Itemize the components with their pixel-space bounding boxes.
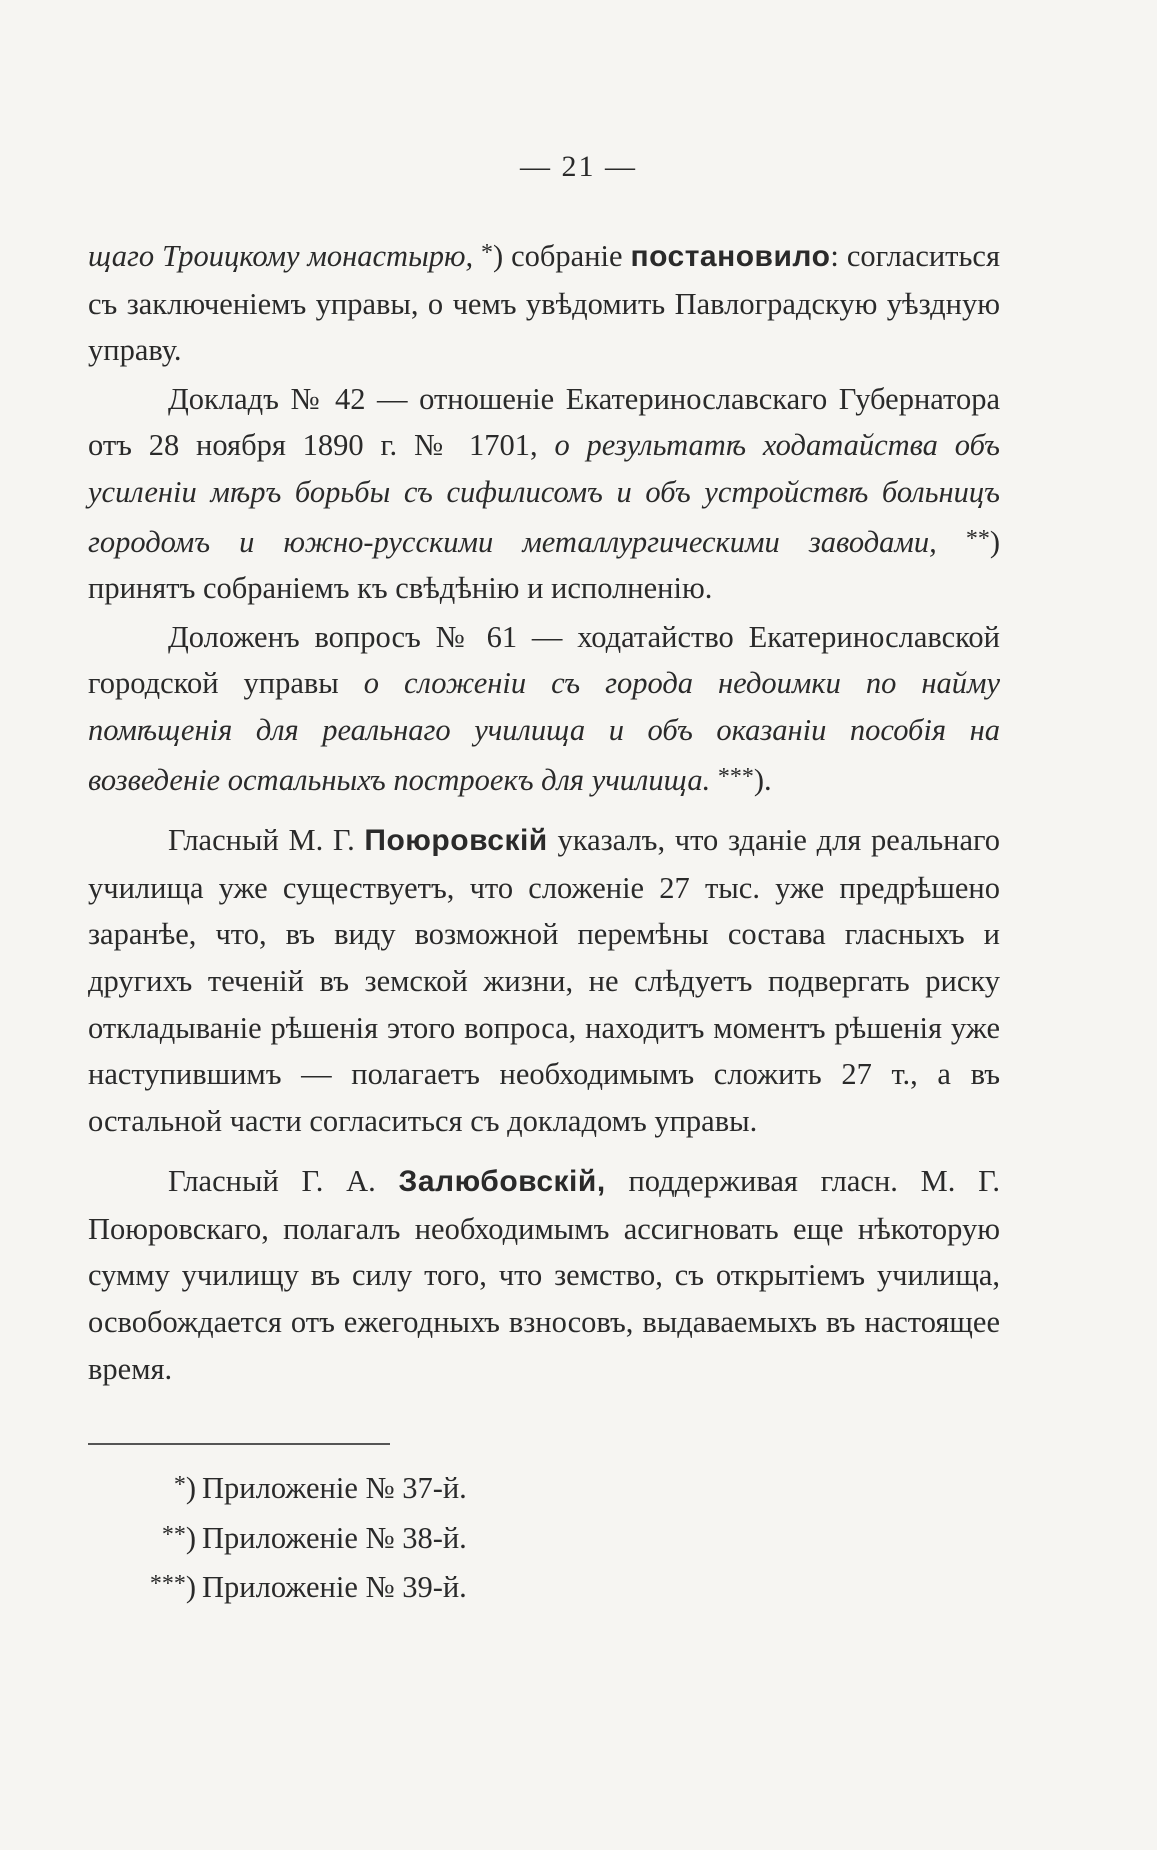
text-run: указалъ, что зданіе для реальнаго училища уже существуетъ, что сложеніе 27 тыс. уже предрѣшено заранѣе, что, въ виду возможной перемѣны состава гласныхъ и другихъ теченій въ земской жизни, не слѣдуетъ подвергать риску откладываніе рѣшенія этого вопроса, находитъ моментъ рѣшенія уже наступившимъ — полагаетъ необходимымъ сложить 27 т., а въ остальной части согласиться съ докладомъ управы. bbox=[88, 823, 1000, 1138]
text-run: ) собраніе bbox=[493, 239, 631, 273]
footnote-paren: ) bbox=[185, 1520, 196, 1555]
footnote-paren: ) bbox=[185, 1471, 196, 1505]
footnote-ref: *** bbox=[717, 763, 754, 790]
footnotes bbox=[88, 1462, 688, 1611]
speaker-name: Поюровскій bbox=[364, 824, 548, 858]
paragraph-question-61 bbox=[88, 614, 1000, 803]
footnote-text: Приложеніе № 37-й. bbox=[202, 1471, 467, 1505]
footnote-text: Приложеніе № 39-й. bbox=[202, 1570, 467, 1604]
page-number: — 21 — bbox=[520, 150, 637, 183]
footnote-stars: * bbox=[173, 1472, 186, 1498]
text-run: : согласиться съ заключеніемъ управы, о чемъ увѣдомить Павлоградскую уѣздную управу. bbox=[88, 239, 1000, 368]
footnote-mark bbox=[88, 1512, 202, 1562]
footnote bbox=[88, 1512, 688, 1562]
footnote-mark bbox=[88, 1561, 202, 1611]
text-run: Докладъ № 42 — отношеніе Екатеринославскаго Губернатора отъ 28 ноября 1890 г. № 1701, bbox=[88, 381, 1000, 463]
footnote-paren: ) bbox=[185, 1570, 196, 1604]
speaker-name: Залюбовскій, bbox=[398, 1165, 606, 1199]
text-run: Гласный Г. А. bbox=[168, 1164, 399, 1199]
document-body bbox=[88, 230, 1000, 1392]
footnote-ref: * bbox=[481, 240, 494, 266]
footnote-stars: *** bbox=[149, 1571, 186, 1597]
text-run: Доложенъ вопросъ № 61 — ходатайство Екатеринославской городской управы bbox=[88, 619, 1000, 701]
paragraph-zalyubovsky bbox=[88, 1158, 1000, 1392]
paragraph-poyurovsky bbox=[88, 817, 1000, 1144]
footnote bbox=[88, 1561, 688, 1611]
italic-text: о результатѣ ходатайства объ усиленіи мѣръ борьбы съ сифилисомъ и объ устройствѣ больницъ городомъ и южно-русскими металлургическими заводами, bbox=[88, 428, 1000, 559]
footnote-mark bbox=[88, 1462, 202, 1512]
italic-text: щаго Троицкому монастырю, bbox=[88, 239, 474, 273]
footnote-divider bbox=[88, 1443, 390, 1445]
text-run: ) принятъ собраніемъ къ свѣдѣнію и исполненію. bbox=[88, 524, 1000, 606]
footnote-text: Приложеніе № 38-й. bbox=[202, 1520, 467, 1555]
text-run: Гласный М. Г. bbox=[168, 823, 365, 858]
italic-text: о сложеніи съ города недоимки по найму помѣщенія для реальнаго училища и объ оказаніи пособія на возведеніе остальныхъ построекъ для училища. bbox=[88, 666, 1000, 797]
text-run: поддерживая гласн. М. Г. Поюровскаго, полагалъ необходимымъ ассигновать еще нѣкоторую сумму училищу въ силу того, что земство, съ открытіемъ училища, освобождается отъ ежегодныхъ взносовъ, выдаваемыхъ въ настоящее время. bbox=[88, 1164, 1000, 1386]
emphasized-decision: постановило bbox=[630, 240, 831, 273]
paragraph-continuation bbox=[88, 230, 1000, 374]
paragraph-report-42 bbox=[88, 376, 1000, 612]
footnote-stars: ** bbox=[161, 1521, 186, 1548]
text-run: ). bbox=[753, 762, 772, 797]
footnote-ref: ** bbox=[965, 525, 990, 552]
footnote bbox=[88, 1462, 688, 1512]
